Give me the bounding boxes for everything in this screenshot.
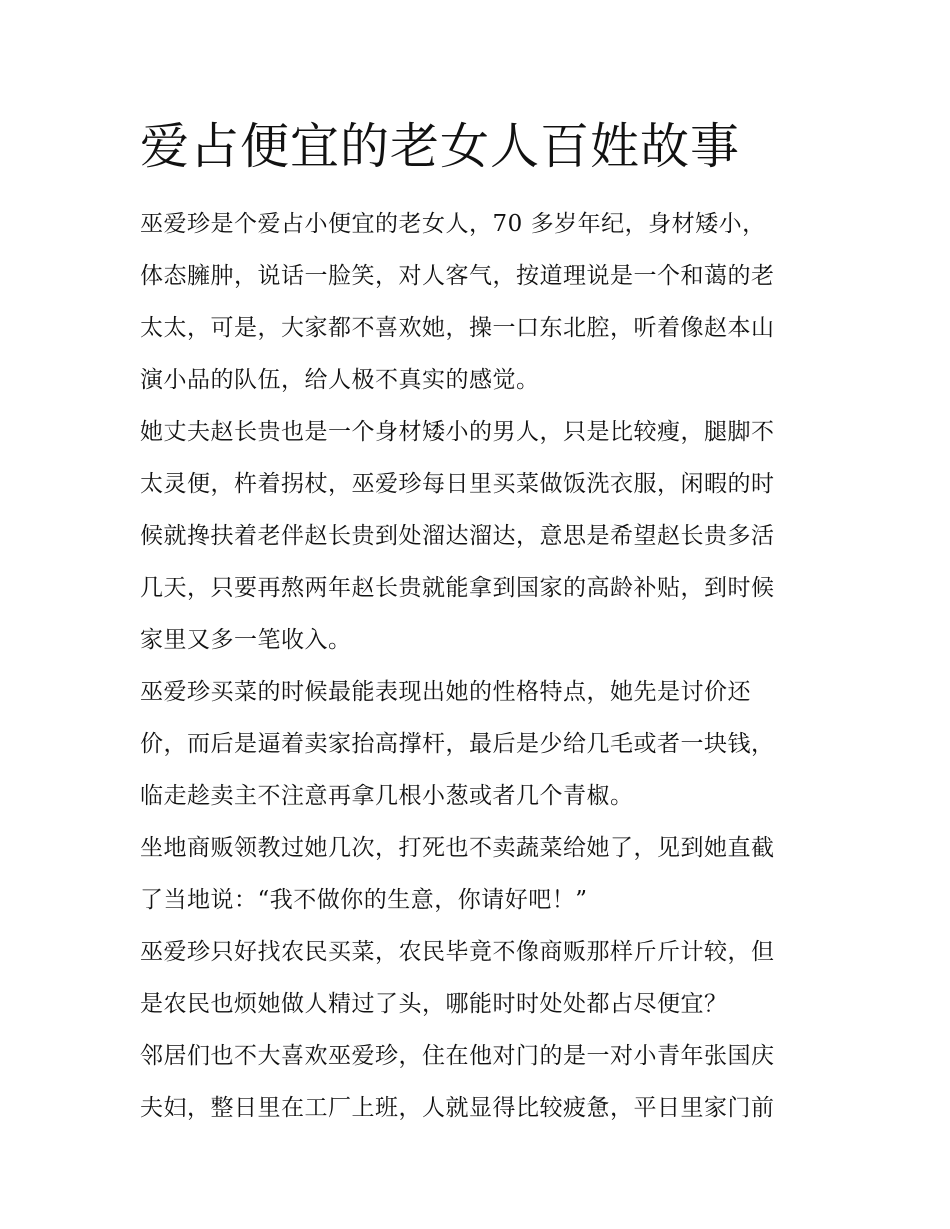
text-line: 夫妇，整日里在工厂上班，人就显得比较疲惫，平日里家门前: [140, 1095, 775, 1121]
document-title: 爱占便宜的老女人百姓故事: [140, 118, 741, 175]
text-line: 是农民也烦她做人精过了头，哪能时时处处都占尽便宜？: [140, 991, 728, 1017]
text-line: 太灵便，杵着拐杖，巫爱珍每日里买菜做饭洗衣服，闲暇的时: [140, 471, 775, 497]
text-line: 临走趁卖主不注意再拿几根小葱或者几个青椒。: [140, 783, 634, 809]
text-line: 演小品的队伍，给人极不真实的感觉。: [140, 367, 540, 393]
text-line: 坐地商贩领教过她几次，打死也不卖蔬菜给她了，见到她直截: [140, 835, 775, 861]
text-line: 巫爱珍只好找农民买菜，农民毕竟不像商贩那样斤斤计较，但: [140, 939, 775, 965]
text-line: 邻居们也不大喜欢巫爱珍，住在他对门的是一对小青年张国庆: [140, 1043, 775, 1069]
document-body: [140, 198, 820, 1134]
text-line: 几天，只要再熬两年赵长贵就能拿到国家的高龄补贴，到时候: [140, 575, 775, 601]
text-line: 太太，可是，大家都不喜欢她，操一口东北腔，听着像赵本山: [140, 315, 775, 341]
text-line: 体态臃肿，说话一脸笑，对人客气，按道理说是一个和蔼的老: [140, 263, 775, 289]
text-line: 价，而后是逼着卖家抬高撑杆，最后是少给几毛或者一块钱，: [140, 731, 775, 757]
text-line: 巫爱珍买菜的时候最能表现出她的性格特点，她先是讨价还: [140, 679, 751, 705]
text-line: 她丈夫赵长贵也是一个身材矮小的男人，只是比较瘦，腿脚不: [140, 419, 775, 445]
text-line: 候就搀扶着老伴赵长贵到处溜达溜达，意思是希望赵长贵多活: [140, 523, 775, 549]
text-line: 了当地说：“我不做你的生意，你请好吧！”: [140, 887, 588, 913]
text-line: 巫爱珍是个爱占小便宜的老女人，70 多岁年纪，身材矮小，: [140, 211, 766, 237]
text-line: 家里又多一笔收入。: [140, 627, 352, 653]
